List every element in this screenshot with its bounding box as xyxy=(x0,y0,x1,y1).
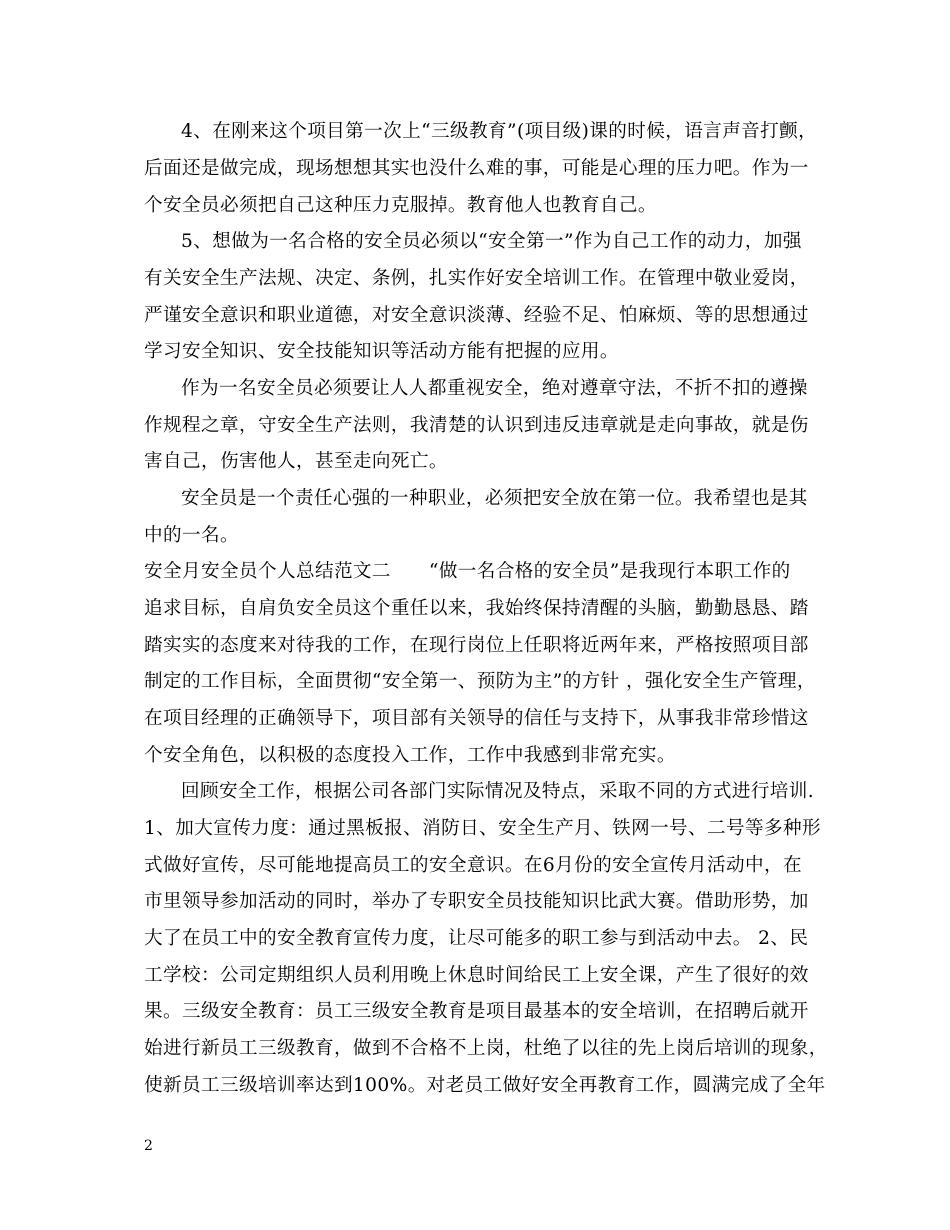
text-line: 式做好宣传，尽可能地提高员工的安全意识。在6月份的安全宣传月活动中，在 xyxy=(144,855,803,876)
text-line: 回顾安全工作，根据公司各部门实际情况及特点，采取不同的方式进行培训. xyxy=(181,781,815,802)
text-line: 使新员工三级培训率达到100%。对老员工做好安全再教育工作，圆满完成了全年 xyxy=(144,1075,826,1096)
text-line: 个安全角色，以积极的态度投入工作，工作中我感到非常充实。 xyxy=(144,745,676,766)
text-line: 害自己，伤害他人，甚至走向死亡。 xyxy=(144,451,448,472)
text-line: 学习安全知识、安全技能知识等活动方能有把握的应用。 xyxy=(144,341,619,362)
text-line: 市里领导参加活动的同时，举办了专职安全员技能知识比武大赛。借助形势，加 xyxy=(144,891,809,912)
text-line: 始进行新员工三级教育，做到不合格不上岗，杜绝了以往的先上岗后培训的现象， xyxy=(144,1038,828,1059)
text-line: 5、想做为一名合格的安全员必须以“安全第一”作为自己工作的动力，加强 xyxy=(181,231,802,252)
text-line: 中的一名。 xyxy=(144,525,239,546)
text-line: 果。三级安全教育：员工三级安全教育是项目最基本的安全培训，在招聘后就开 xyxy=(144,1001,809,1022)
text-line: 踏实实的态度来对待我的工作，在现行岗位上任职将近两年来，严格按照项目部 xyxy=(144,635,809,656)
text-line: 作规程之章，守安全生产法则，我清楚的认识到违反违章就是走向事故，就是伤 xyxy=(144,415,809,436)
text-line: 工学校：公司定期组织人员利用晚上休息时间给民工上安全课，产生了很好的效 xyxy=(144,965,809,986)
section-heading-line: 安全月安全员个人总结范文二 “做一名合格的安全员”是我现行本职工作的 xyxy=(144,561,791,582)
page-number: 2 xyxy=(144,1138,153,1154)
text-line: 1、加大宣传力度：通过黑板报、消防日、安全生产月、铁网一号、二号等多种形 xyxy=(144,818,822,839)
text-line: 制定的工作目标，全面贯彻“安全第一、预防为主”的方针 ，强化安全生产管理， xyxy=(144,671,816,692)
text-line: 作为一名安全员必须要让人人都重视安全，绝对遵章守法，不折不扣的遵操 xyxy=(181,378,808,399)
text-line: 安全员是一个责任心强的一种职业，必须把安全放在第一位。我希望也是其 xyxy=(181,488,808,509)
text-line: 在项目经理的正确领导下，项目部有关领导的信任与支持下，从事我非常珍惜这 xyxy=(144,708,809,729)
text-line: 大了在员工中的安全教育宣传力度，让尽可能多的职工参与到活动中去。 2、民 xyxy=(144,928,809,949)
text-line: 个安全员必须把自己这种压力克服掉。教育他人也教育自己。 xyxy=(144,195,657,216)
text-line: 后面还是做完成，现场想想其实也没什么难的事，可能是心理的压力吧。作为一 xyxy=(144,158,809,179)
text-line: 4、在刚来这个项目第一次上“三级教育”(项目级)课的时候，语言声音打颤， xyxy=(181,121,818,142)
text-line: 追求目标，自肩负安全员这个重任以来，我始终保持清醒的头脑，勤勤恳恳、踏 xyxy=(144,598,809,619)
text-line: 有关安全生产法规、决定、条例，扎实作好安全培训工作。在管理中敬业爱岗， xyxy=(144,268,809,289)
text-line: 严谨安全意识和职业道德，对安全意识淡薄、经验不足、怕麻烦、等的思想通过 xyxy=(144,305,809,326)
